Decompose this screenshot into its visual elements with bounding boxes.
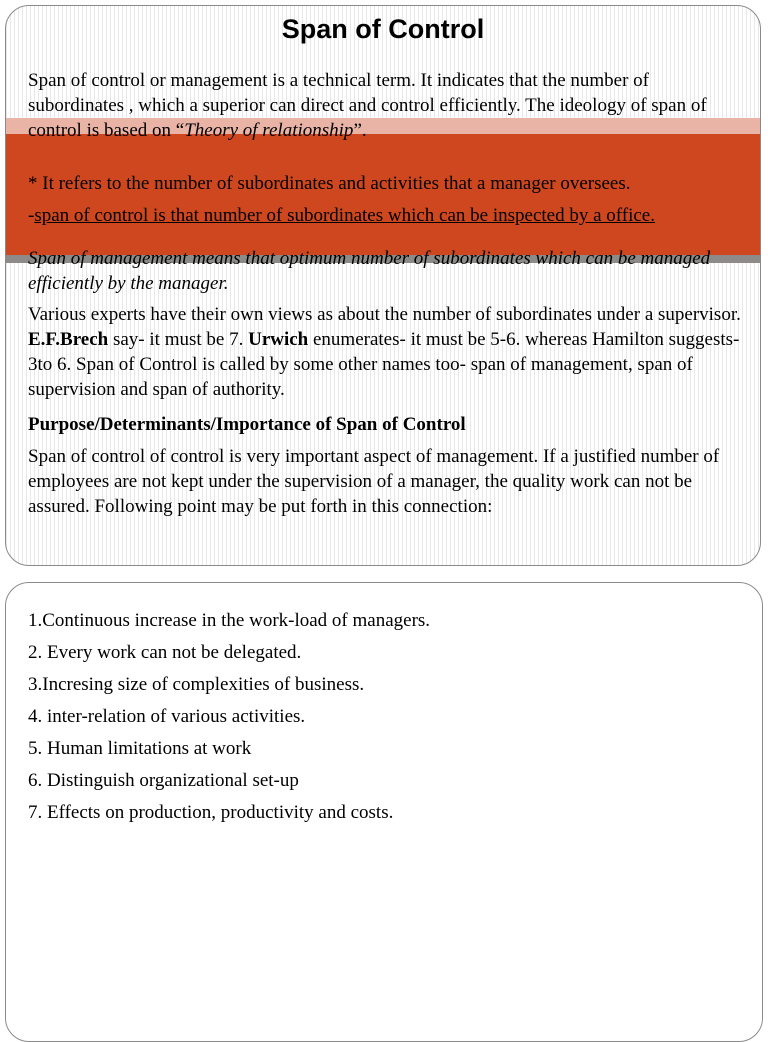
intro-end: ”. [353, 120, 367, 141]
list-item: 7. Effects on production, productivity and costs. [28, 802, 394, 823]
expert-brech: E.F.Brech [28, 329, 109, 350]
list-item: 5. Human limitations at work [28, 738, 252, 759]
experts-text-1: Various experts have their own views as about the number of subordinates under a supervisor. [28, 304, 741, 325]
experts-paragraph [28, 302, 748, 402]
slide-1 [5, 5, 761, 566]
list-item: 3.Incresing size of complexities of business. [28, 674, 365, 695]
slide-2 [5, 582, 763, 1042]
points-list [28, 605, 430, 829]
list-item: 1.Continuous increase in the work-load of managers. [28, 610, 431, 631]
purpose-heading: Purpose/Determinants/Importance of Span of Control [28, 414, 466, 435]
experts-text-3: enumerates- it must be 5-6. whereas Hamilton suggests-3to 6. Span of Control is called by some other names too- span of management, span of supervision and span of authority. [28, 329, 740, 400]
italic-definition: Span of management means that optimum number of subordinates which can be managed efficiently by the manager. [28, 248, 711, 294]
slide-title: Span of Control [281, 14, 485, 44]
intro-text: Span of control or management is a technical term. It indicates that the number of subordinates , which a superior can direct and control efficiently. The ideology of span of control is based on “ [28, 70, 707, 141]
list-item: 4. inter-relation of various activities. [28, 706, 306, 727]
highlight-line-2 [28, 203, 748, 228]
highlight-line-1: * It refers to the number of subordinates and activities that a manager oversees. [28, 173, 631, 194]
purpose-paragraph: Span of control of control is very important aspect of management. If a justified number of employees are not kept under the supervision of a manager, the quality work can not be assured. Following point may be put forth in this connection: [28, 446, 720, 517]
list-item: 2. Every work can not be delegated. [28, 642, 302, 663]
highlight-underlined-text: span of control is that number of subordinates which can be inspected by a office. [34, 205, 655, 226]
highlight-dash: - [28, 205, 35, 226]
experts-text-2: say- it must be 7. [108, 329, 249, 350]
expert-urwich: Urwich [248, 329, 309, 350]
theory-phrase: Theory of relationship [184, 120, 354, 141]
intro-paragraph [28, 68, 748, 143]
list-item: 6. Distinguish organizational set-up [28, 770, 299, 791]
